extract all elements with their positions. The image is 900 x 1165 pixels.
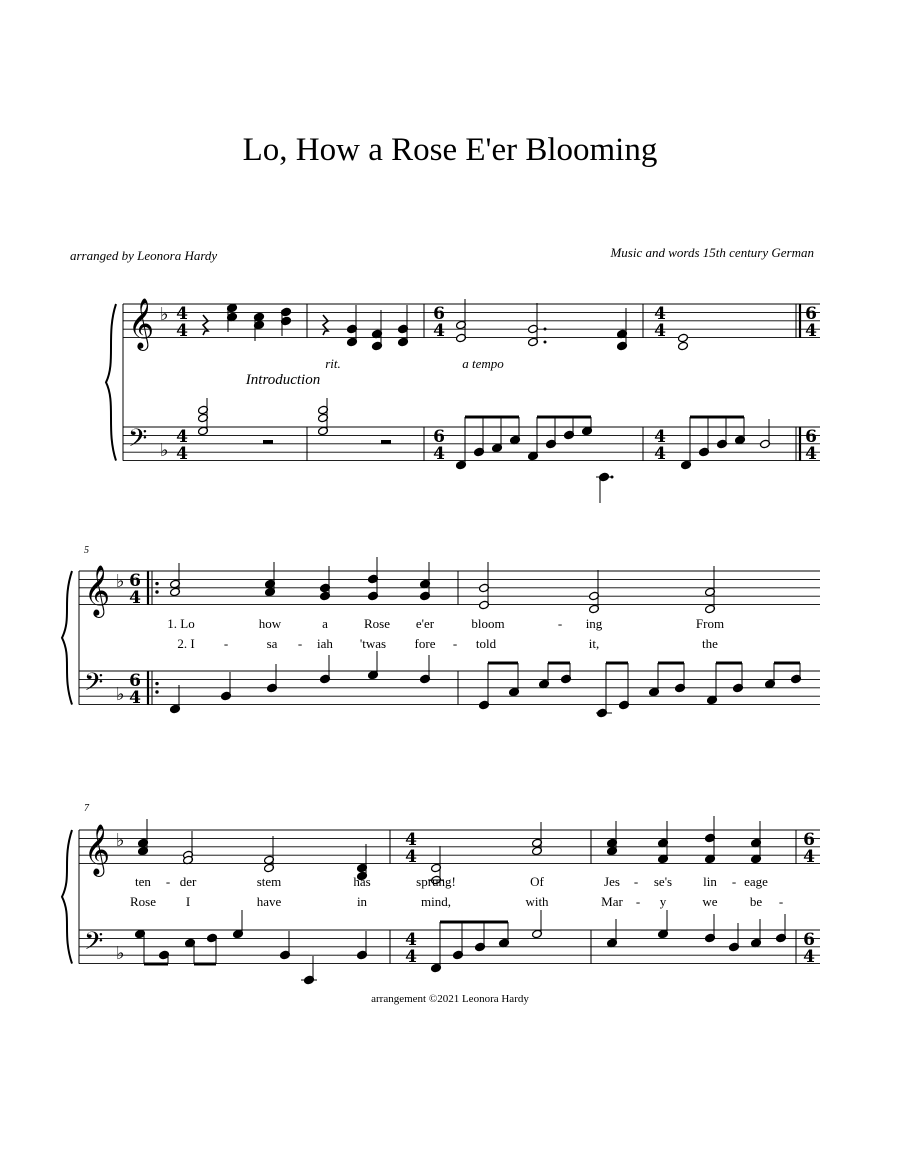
time-sig-7b-bottom: 4: [803, 947, 815, 967]
time-sig-1-top: 4: [176, 304, 188, 324]
lyric-verse-2-syllable: Rose: [130, 894, 156, 909]
repeat-dot: [155, 590, 158, 593]
grand-staff-brace: [106, 304, 116, 461]
lyric-verse-1-syllable: sprung!: [416, 874, 456, 889]
half-rest-icon: [381, 440, 391, 444]
lyric-verse-1-syllable: -: [165, 874, 171, 889]
dot: [544, 341, 547, 344]
time-sig-2-top: 6: [433, 304, 445, 324]
lyric-verse-2-syllable: in: [356, 894, 368, 909]
lyric-verse-2-syllable: iah: [317, 636, 333, 651]
time-sig-3b-bottom: 4: [654, 444, 666, 464]
lyric-verse-1-syllable: lin: [703, 874, 717, 889]
lyric-verse-1-syllable: ten: [135, 874, 151, 889]
time-sig-5-top: 6: [129, 571, 141, 591]
time-sig-7-top: 6: [803, 830, 815, 850]
repeat-dot: [155, 690, 158, 693]
bass-clef-icon: 𝄢: [128, 424, 148, 459]
lyric-verse-2-syllable: -: [297, 636, 303, 651]
arranger-credit: arranged by Leonora Hardy: [70, 248, 218, 263]
lyric-verse-1-syllable: Rose: [364, 616, 390, 631]
lyric-verse-2-syllable: with: [525, 894, 549, 909]
lyric-verse-2-syllable: told: [475, 636, 497, 651]
lyric-verse-2-syllable: fore: [414, 636, 436, 651]
section-label-introduction: Introduction: [245, 372, 321, 388]
treble-clef-icon: 𝄞: [84, 565, 111, 616]
key-signature-flat-icon: ♭: [116, 684, 125, 705]
time-sig-4b-top: 6: [805, 427, 817, 447]
lyric-verse-1-syllable: 1. Lo: [167, 616, 195, 631]
measure-number-5: 5: [84, 545, 89, 556]
treble-clef-icon: 𝄞: [128, 298, 155, 349]
repeat-dot: [155, 582, 158, 585]
lyric-verse-2-syllable: Mar: [601, 894, 623, 909]
lyric-verse-1-syllable: a: [322, 616, 328, 631]
lyric-verse-1-syllable: -: [557, 616, 563, 631]
quarter-rest-icon: [323, 315, 328, 335]
time-sig-4-bottom: 4: [805, 321, 817, 341]
key-signature-flat-icon: ♭: [116, 571, 125, 592]
lyric-verse-2-syllable: y: [659, 894, 667, 909]
treble-clef-icon: 𝄞: [84, 824, 111, 875]
key-signature-flat-icon: ♭: [116, 943, 125, 964]
lyric-verse-2-syllable: we: [702, 894, 718, 909]
time-sig-5-bottom: 4: [129, 588, 141, 608]
copyright-notice: arrangement ©2021 Leonora Hardy: [371, 993, 529, 1005]
lyric-verse-1-syllable: eage: [744, 874, 768, 889]
lyric-verse-2-syllable: 2. I: [177, 636, 195, 651]
time-sig-6-bottom: 4: [405, 847, 417, 867]
time-sig-2b-bottom: 4: [433, 444, 445, 464]
lyric-verse-1-syllable: From: [695, 616, 725, 631]
half-rest-icon: [263, 440, 273, 444]
lyric-verse-2-syllable: mind,: [421, 894, 451, 909]
key-signature-flat-icon: ♭: [160, 304, 169, 325]
time-sig-5b-bottom: 4: [129, 688, 141, 708]
lyric-verse-1-syllable: -: [633, 874, 639, 889]
bass-clef-icon: 𝄢: [84, 927, 104, 962]
grand-staff-brace: [62, 830, 72, 964]
lyric-verse-1-syllable: Jes: [604, 874, 620, 889]
time-sig-7-bottom: 4: [803, 847, 815, 867]
expression-a-tempo: a tempo: [462, 356, 504, 371]
lyric-verse-2-syllable: have: [256, 894, 282, 909]
notehead: [678, 341, 689, 351]
lyric-verse-1-syllable: bloom: [471, 616, 505, 631]
time-sig-4-top: 6: [805, 304, 817, 324]
lyric-verse-1-syllable: has: [353, 874, 371, 889]
lyric-verse-1-syllable: stem: [256, 874, 282, 889]
lyric-verse-2-syllable: the: [702, 636, 718, 651]
lyric-verse-2-syllable: -: [635, 894, 641, 909]
time-sig-6b-top: 4: [405, 930, 417, 950]
grand-staff-brace: [62, 571, 72, 705]
lyric-verse-1-syllable: se's: [653, 874, 673, 889]
page-title: Lo, How a Rose E'er Blooming: [242, 132, 658, 168]
time-sig-2b-top: 6: [433, 427, 445, 447]
notehead: [678, 333, 689, 343]
time-sig-1b-top: 4: [176, 427, 188, 447]
lyric-verse-2-syllable: 'twas: [359, 636, 387, 651]
lyric-verse-1-syllable: ing: [585, 616, 603, 631]
key-signature-flat-icon: ♭: [116, 830, 125, 851]
time-sig-3-bottom: 4: [654, 321, 666, 341]
composer-credit: Music and words 15th century German: [610, 245, 814, 260]
time-sig-3b-top: 4: [654, 427, 666, 447]
time-sig-4b-bottom: 4: [805, 444, 817, 464]
lyric-verse-2-syllable: -: [223, 636, 229, 651]
lyric-verse-2-syllable: sa: [266, 636, 278, 651]
repeat-dot: [155, 682, 158, 685]
lyric-verse-2-syllable: -: [452, 636, 458, 651]
lyric-verse-1-syllable: how: [258, 616, 282, 631]
lyric-verse-1-syllable: der: [179, 874, 197, 889]
lyric-verse-2-syllable: I: [185, 894, 191, 909]
time-sig-6b-bottom: 4: [405, 947, 417, 967]
lyric-verse-2-syllable: it,: [588, 636, 600, 651]
quarter-rest-icon: [203, 315, 208, 335]
time-sig-3-top: 4: [654, 304, 666, 324]
lyric-verse-1-syllable: e'er: [415, 616, 435, 631]
lyric-verse-2-syllable: be: [749, 894, 763, 909]
measure-number-7: 7: [84, 803, 89, 814]
time-sig-6-top: 4: [405, 830, 417, 850]
time-sig-1b-bottom: 4: [176, 444, 188, 464]
time-sig-2-bottom: 4: [433, 321, 445, 341]
time-sig-7b-top: 6: [803, 930, 815, 950]
lyric-verse-1-syllable: -: [731, 874, 737, 889]
bass-clef-icon: 𝄢: [84, 668, 104, 703]
lyric-verse-1-syllable: Of: [530, 874, 544, 889]
dot: [544, 328, 547, 331]
key-signature-flat-icon: ♭: [160, 440, 169, 461]
time-sig-5b-top: 6: [129, 671, 141, 691]
expression-rit: rit.: [325, 356, 341, 371]
lyric-verse-2-syllable: -: [778, 894, 784, 909]
time-sig-1-bottom: 4: [176, 321, 188, 341]
